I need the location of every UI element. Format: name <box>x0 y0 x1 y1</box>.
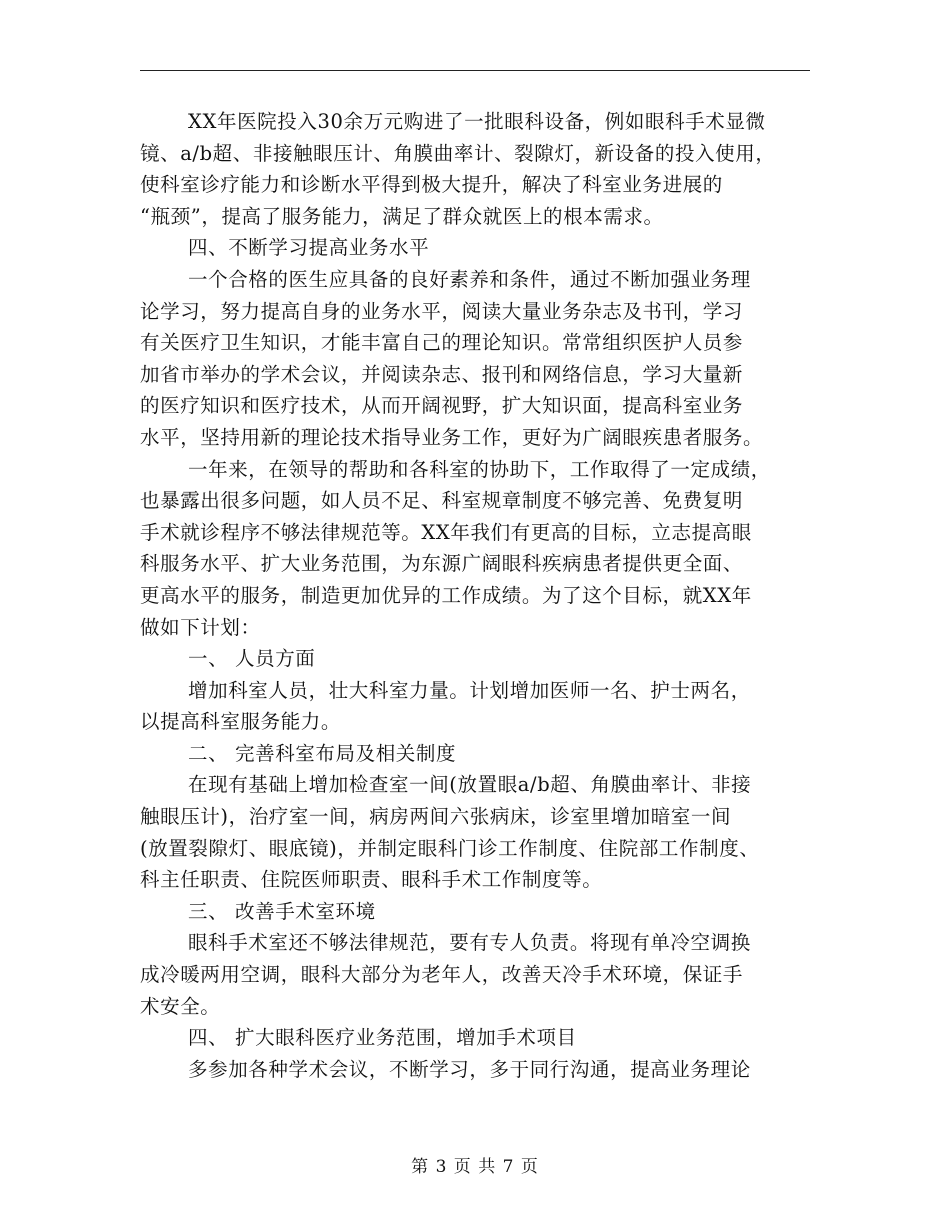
paragraph-line: 眼科手术室还不够法律规范，要有专人负责。将现有单冷空调换 <box>188 931 751 955</box>
section-heading: 四、不断学习提高业务水平 <box>188 236 430 260</box>
paragraph-line: 手术就诊程序不够法律规范等。XX年我们有更高的目标，立志提高眼 <box>140 520 752 544</box>
paragraph-line: 也暴露出很多问题，如人员不足、科室规章制度不够完善、免费复明 <box>140 489 744 513</box>
section-heading: 一、 人员方面 <box>188 647 316 671</box>
paragraph-line: XX年医院投入30余万元购进了一批眼科设备，例如眼科手术显微 <box>188 110 766 133</box>
paragraph-line: 论学习，努力提高自身的业务水平，阅读大量业务杂志及书刊，学习 <box>140 299 744 323</box>
paragraph-line: 术安全。 <box>140 994 221 1018</box>
paragraph-line: 一年来，在领导的帮助和各科室的协助下，工作取得了一定成绩， <box>188 457 771 481</box>
section-heading: 三、 改善手术室环境 <box>188 899 376 923</box>
paragraph-line: 做如下计划： <box>140 615 261 639</box>
section-heading: 二、 完善科室布局及相关制度 <box>188 741 457 765</box>
paragraph-line: “瓶颈”，提高了服务能力，满足了群众就医上的根本需求。 <box>140 204 664 228</box>
paragraph-line: 科服务水平、扩大业务范围，为东源广阔眼科疾病患者提供更全面、 <box>140 552 744 576</box>
paragraph-line: 的医疗知识和医疗技术，从而开阔视野，扩大知识面，提高科室业务 <box>140 394 744 418</box>
section-heading: 四、 扩大眼科医疗业务范围，增加手术项目 <box>188 1026 577 1050</box>
document-body <box>140 106 820 1085</box>
paragraph-line: 科主任职责、住院医师职责、眼科手术工作制度等。 <box>140 868 603 892</box>
paragraph-line: 触眼压计)，治疗室一间，病房两间六张病床，诊室里增加暗室一间 <box>140 805 732 829</box>
paragraph-line: 成冷暖两用空调，眼科大部分为老年人，改善天冷手术环境，保证手 <box>140 963 744 987</box>
paragraph-line: 使科室诊疗能力和诊断水平得到极大提升，解决了科室业务进展的 <box>140 173 723 197</box>
paragraph-line: 镜、a/b超、非接触眼压计、角膜曲率计、裂隙灯，新设备的投入使用， <box>140 141 776 165</box>
paragraph-line: 增加科室人员，壮大科室力量。计划增加医师一名、护士两名， <box>188 678 751 702</box>
paragraph-line: 水平，坚持用新的理论技术指导业务工作，更好为广阔眼疾患者服务。 <box>140 425 764 449</box>
paragraph-line: 有关医疗卫生知识，才能丰富自己的理论知识。常常组织医护人员参 <box>140 331 744 355</box>
paragraph-line: 以提高科室服务能力。 <box>140 710 342 734</box>
paragraph-line: 加省市举办的学术会议，并阅读杂志、报刊和网络信息，学习大量新 <box>140 362 744 386</box>
paragraph-line: 更高水平的服务，制造更加优异的工作成绩。为了这个目标，就XX年 <box>140 583 752 607</box>
paragraph-line: (放置裂隙灯、眼底镜)，并制定眼科门诊工作制度、住院部工作制度、 <box>140 836 760 860</box>
page-number-footer: 第 3 页 共 7 页 <box>411 1157 539 1177</box>
paragraph-line: 一个合格的医生应具备的良好素养和条件，通过不断加强业务理 <box>188 267 751 291</box>
paragraph-line: 在现有基础上增加检查室一间(放置眼a/b超、角膜曲率计、非接 <box>188 773 752 797</box>
header-rule <box>140 70 810 71</box>
paragraph-line: 多参加各种学术会议，不断学习，多于同行沟通，提高业务理论 <box>188 1057 751 1081</box>
